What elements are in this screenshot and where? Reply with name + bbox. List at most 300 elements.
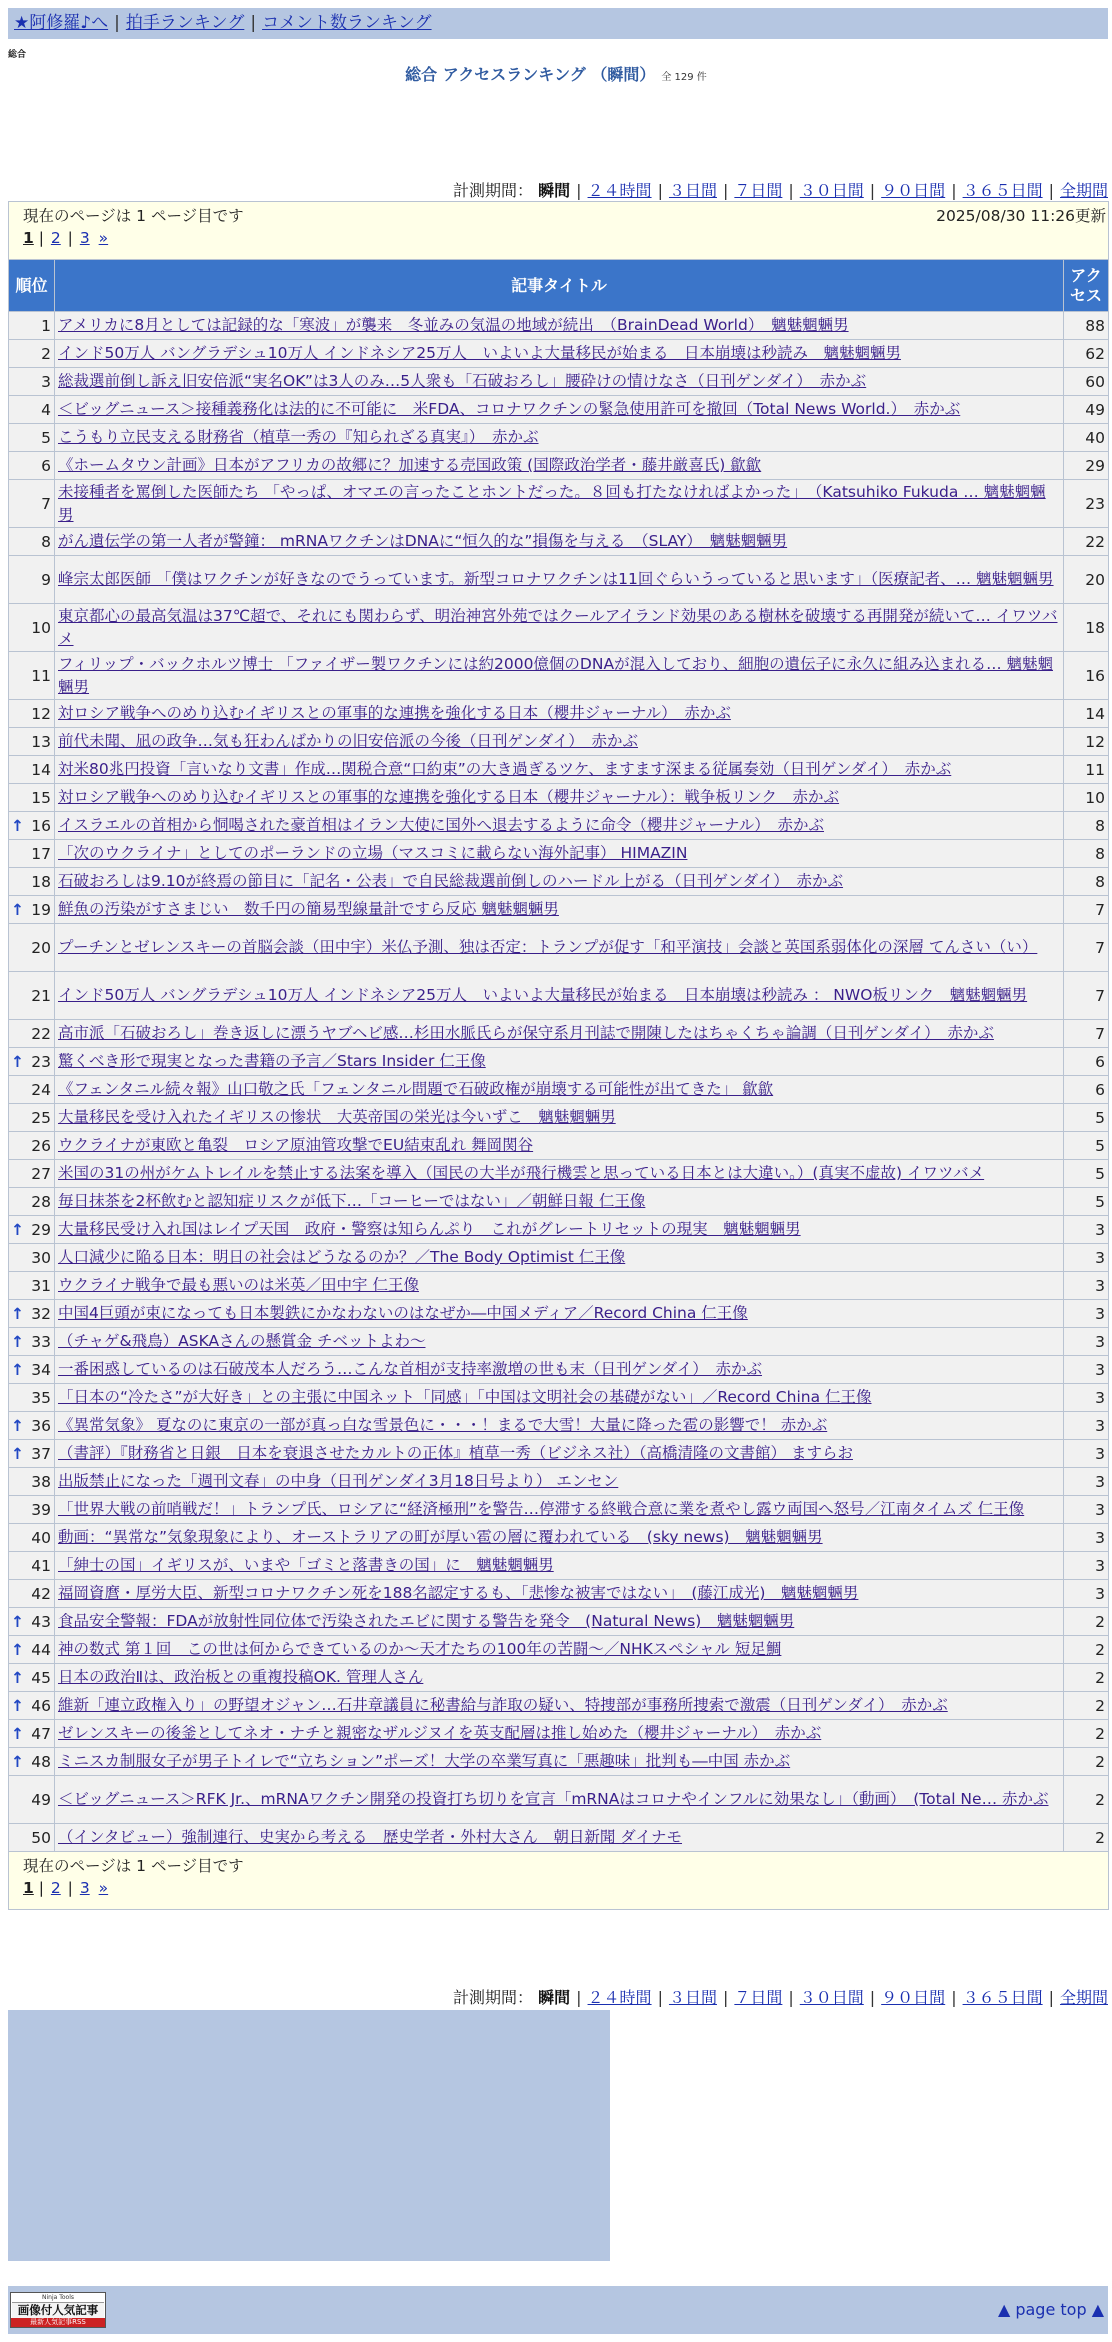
article-link[interactable]: （書評）『財務省と日銀 日本を衰退させたカルトの正体』植草一秀（ビジネス社）（高橋清隆の文書館） ますらお	[58, 1444, 853, 1462]
title-cell	[55, 896, 1064, 924]
title-cell	[55, 1188, 1064, 1216]
title-cell	[55, 652, 1064, 700]
access-count: 2	[1064, 1664, 1109, 1692]
page-link-3[interactable]: 3	[79, 229, 90, 247]
pager-bottom	[9, 1852, 1109, 1910]
rank-cell	[9, 1496, 55, 1524]
access-count: 7	[1064, 924, 1109, 972]
page-link-next[interactable]: »	[98, 229, 109, 247]
rank-number: 42	[31, 1584, 51, 1603]
rank-number: 36	[31, 1416, 51, 1435]
table-row	[9, 1748, 1109, 1776]
page-link-2[interactable]: 2	[50, 1879, 61, 1897]
title-cell	[55, 756, 1064, 784]
rank-cell	[9, 652, 55, 700]
title-cell	[55, 424, 1064, 452]
title-cell	[55, 1048, 1064, 1076]
up-arrow-icon: ↑	[11, 1220, 24, 1239]
article-link[interactable]: 対ロシア戦争へのめり込むイギリスとの軍事的な連携を強化する日本（櫻井ジャーナル） 赤かぶ	[58, 704, 731, 722]
rank-number: 19	[31, 900, 51, 919]
rank-number: 7	[41, 494, 51, 513]
access-count: 3	[1064, 1244, 1109, 1272]
rank-number: 2	[41, 344, 51, 363]
table-row	[9, 924, 1109, 972]
rank-cell	[9, 1356, 55, 1384]
access-count: 2	[1064, 1608, 1109, 1636]
rank-cell	[9, 1104, 55, 1132]
rank-number: 46	[31, 1696, 51, 1715]
rank-number: 8	[41, 532, 51, 551]
rank-cell	[9, 784, 55, 812]
title-cell	[55, 1748, 1064, 1776]
page-link-2[interactable]: 2	[50, 229, 61, 247]
title-cell	[55, 924, 1064, 972]
rank-cell	[9, 756, 55, 784]
article-link[interactable]: 《フェンタニル続々報》山口敬之氏「フェンタニル問題で石破政権が崩壊する可能性が出てきた」 歙歙	[58, 1080, 774, 1098]
rank-cell	[9, 1328, 55, 1356]
rank-cell	[9, 1552, 55, 1580]
article-link[interactable]: プーチンとゼレンスキーの首脳会談（田中宇）米仏予測、独は否定：トランプが促す「和平演技」会談と英国系弱体化の深層 てんさい（い）	[58, 938, 1038, 956]
table-row	[9, 896, 1109, 924]
title-cell	[55, 1608, 1064, 1636]
rank-cell	[9, 924, 55, 972]
rank-cell	[9, 452, 55, 480]
article-link[interactable]: 福岡資麿・厚労大臣、新型コロナワクチン死を188名認定するも、「悲惨な被害ではない」 (藤江成光) 魑魅魍魎男	[58, 1584, 859, 1602]
rank-number: 6	[41, 456, 51, 475]
article-link[interactable]: 神の数式 第１回 この世は何からできているのか～天才たちの100年の苦闘～／NHKスペシャル 短足鯛	[58, 1640, 782, 1658]
up-arrow-icon: ↑	[11, 816, 24, 835]
access-count: 2	[1064, 1748, 1109, 1776]
rank-number: 44	[31, 1640, 51, 1659]
table-row	[9, 1020, 1109, 1048]
period-option-7d[interactable]: ７日間	[734, 181, 783, 200]
access-count: 2	[1064, 1824, 1109, 1852]
table-row	[9, 1244, 1109, 1272]
rank-number: 31	[31, 1276, 51, 1295]
rank-number: 37	[31, 1444, 51, 1463]
title-cell	[55, 1552, 1064, 1580]
title-cell	[55, 1692, 1064, 1720]
period-label: 計測期間：	[453, 181, 534, 200]
table-row	[9, 1496, 1109, 1524]
rank-number: 5	[41, 428, 51, 447]
access-count: 10	[1064, 784, 1109, 812]
title-cell	[55, 1636, 1064, 1664]
table-row	[9, 652, 1109, 700]
title-cell	[55, 1664, 1064, 1692]
article-link[interactable]: 中国4巨頭が束になっても日本製鉄にかなわないのはなぜか―中国メディア／Record China 仁王像	[58, 1304, 748, 1322]
article-link[interactable]: 人口減少に陥る日本：明日の社会はどうなるのか？／The Body Optimist 仁王像	[58, 1248, 626, 1266]
logo-line-3: 最新人気記事RSS	[11, 2318, 105, 2327]
nav-link-comment-ranking[interactable]: コメント数ランキング	[262, 13, 432, 33]
title-cell	[55, 1300, 1064, 1328]
article-link[interactable]: 維新「連立政権入り」の野望オジャン…石井章議員に秘書給与詐取の疑い、特捜部が事務所捜索で激震（日刊ゲンダイ） 赤かぶ	[58, 1696, 948, 1714]
title-cell	[55, 528, 1064, 556]
table-row	[9, 784, 1109, 812]
rank-number: 29	[31, 1220, 51, 1239]
rank-cell	[9, 1636, 55, 1664]
pager-current-number: 1	[136, 1857, 147, 1875]
access-count: 2	[1064, 1720, 1109, 1748]
nav-separator: |	[250, 13, 257, 33]
title-cell	[55, 1076, 1064, 1104]
rank-number: 11	[31, 666, 51, 685]
table-row	[9, 480, 1109, 528]
up-arrow-icon: ↑	[11, 1696, 24, 1715]
updated-datetime: 2025/08/30 11:26更新	[936, 207, 1107, 225]
category-small-label: 総合	[8, 50, 27, 60]
table-row	[9, 340, 1109, 368]
page-link-3[interactable]: 3	[79, 1879, 90, 1897]
rank-cell	[9, 368, 55, 396]
access-count: 5	[1064, 1132, 1109, 1160]
pager-links: 1 | 2 | 3 »	[23, 1879, 109, 1897]
access-count: 12	[1064, 728, 1109, 756]
article-link[interactable]: がん遺伝学の第一人者が警鐘： mRNAワクチンはDNAに“恒久的な”損傷を与える （SLAY） 魑魅魍魎男	[58, 532, 788, 550]
article-link[interactable]: （チャゲ&飛鳥）ASKAさんの懸賞金 チベットよわ～	[58, 1332, 426, 1350]
title-cell	[55, 1580, 1064, 1608]
title-cell	[55, 396, 1064, 424]
article-link[interactable]: 「次のウクライナ」としてのポーランドの立場（マスコミに載らない海外記事） HIMAZIN	[58, 844, 688, 862]
title-cell	[55, 1020, 1064, 1048]
table-row	[9, 756, 1109, 784]
rank-cell	[9, 1468, 55, 1496]
rank-cell	[9, 1720, 55, 1748]
rank-cell	[9, 1384, 55, 1412]
access-count: 23	[1064, 480, 1109, 528]
table-row	[9, 1356, 1109, 1384]
period-current: 瞬間	[538, 181, 571, 200]
table-row	[9, 1608, 1109, 1636]
title-cell	[55, 1356, 1064, 1384]
table-row	[9, 1076, 1109, 1104]
article-link[interactable]: （インタビュー）強制連行、史実から考える 歴史学者・外村大さん 朝日新聞 ダイナモ	[58, 1828, 683, 1846]
header-access: アクセス	[1064, 260, 1109, 312]
title-cell	[55, 1440, 1064, 1468]
article-link[interactable]: 《異常気象》 夏なのに東京の一部が真っ白な雪景色に・・・！まるで大雪！大量に降った雹の影響で！ 赤かぶ	[58, 1416, 828, 1434]
title-cell	[55, 1160, 1064, 1188]
up-arrow-icon: ↑	[11, 1724, 24, 1743]
rank-cell	[9, 1440, 55, 1468]
rank-number: 26	[31, 1136, 51, 1155]
rank-cell	[9, 1160, 55, 1188]
access-count: 11	[1064, 756, 1109, 784]
access-count: 3	[1064, 1440, 1109, 1468]
table-row	[9, 728, 1109, 756]
table-row	[9, 1160, 1109, 1188]
pager-suffix: ページ目です	[150, 1857, 244, 1875]
access-count: 3	[1064, 1300, 1109, 1328]
rank-number: 3	[41, 372, 51, 391]
article-link[interactable]: 米国の31の州がケムトレイルを禁止する法案を導入（国民の大半が飛行機雲と思っている日本とは大違い。）(真実不虚故) イワツバメ	[58, 1164, 985, 1182]
article-link[interactable]: ゼレンスキーの後釜としてネオ・ナチと親密なザルジヌイを英支配層は推し始めた（櫻井ジャーナル） 赤かぶ	[58, 1724, 822, 1742]
up-arrow-icon: ↑	[11, 1332, 24, 1351]
rank-cell	[9, 312, 55, 340]
article-link[interactable]: こうもり立民支える財務省（植草一秀の『知られざる真実』） 赤かぶ	[58, 428, 539, 446]
page-link-next[interactable]: »	[98, 1879, 109, 1897]
title-cell	[55, 1496, 1064, 1524]
rank-number: 22	[31, 1024, 51, 1043]
table-row	[9, 604, 1109, 652]
access-count: 3	[1064, 1468, 1109, 1496]
rank-cell	[9, 1300, 55, 1328]
article-link[interactable]: 峰宗太郎医師 「僕はワクチンが好きなのでうっています。新型コロナワクチンは11回ぐらいうっていると思います」（医療記者、… 魑魅魍魎男	[58, 570, 1054, 588]
access-count: 3	[1064, 1328, 1109, 1356]
period-selector-top: 計測期間： 瞬間 | ２４時間 | ３日間 | ７日間 | ３０日間 | ９０日間 | ３６５日間 | 全期間	[453, 181, 1108, 200]
article-link[interactable]: 前代未聞、凪の政争…気も狂わんばかりの旧安倍派の今後（日刊ゲンダイ） 赤かぶ	[58, 732, 639, 750]
table-row	[9, 368, 1109, 396]
period-option-24h[interactable]: ２４時間	[587, 1988, 652, 2007]
rank-number: 27	[31, 1164, 51, 1183]
article-link[interactable]: アメリカに8月としては記録的な「寒波」が襲来 冬並みの気温の地域が続出 （BrainDead World） 魑魅魍魎男	[58, 316, 849, 334]
title-cell	[55, 1468, 1064, 1496]
access-count: 40	[1064, 424, 1109, 452]
article-link[interactable]: 毎日抹茶を2杯飲むと認知症リスクが低下…「コーヒーではない」／朝鮮日報 仁王像	[58, 1192, 646, 1210]
logo-line-1: Ninja Tools	[42, 2294, 74, 2301]
rank-number: 38	[31, 1472, 51, 1491]
title-cell	[55, 340, 1064, 368]
period-current: 瞬間	[538, 1988, 571, 2007]
rank-number: 49	[31, 1790, 51, 1809]
article-link[interactable]: 《ホームタウン計画》日本がアフリカの故郷に？加速する売国政策 (国際政治学者・藤井厳喜氏) 歙歙	[58, 456, 762, 474]
table-row	[9, 312, 1109, 340]
article-link[interactable]: インド50万人 バングラデシュ10万人 インドネシア25万人 いよいよ大量移民が始まる 日本崩壊は秒読み ： NWO板リンク 魑魅魍魎男	[58, 986, 1028, 1004]
article-link[interactable]: 鮮魚の汚染がすさまじい 数千円の簡易型線量計ですら反応 魑魅魍魎男	[58, 900, 559, 918]
title-cell	[55, 1104, 1064, 1132]
rank-number: 15	[31, 788, 51, 807]
pager-top	[9, 202, 1109, 260]
rank-number: 1	[41, 316, 51, 335]
rank-cell	[9, 1608, 55, 1636]
table-row	[9, 1552, 1109, 1580]
table-row	[9, 840, 1109, 868]
title-cell	[55, 480, 1064, 528]
period-option-3d[interactable]: ３日間	[668, 1988, 717, 2007]
article-link[interactable]: 大量移民を受け入れたイギリスの惨状 大英帝国の栄光は今いずこ 魑魅魍魎男	[58, 1108, 616, 1126]
article-link[interactable]: 驚くべき形で現実となった書籍の予言／Stars Insider 仁王像	[58, 1052, 486, 1070]
nav-link-asyura[interactable]: ★阿修羅♪へ	[14, 13, 109, 33]
rank-cell	[9, 1692, 55, 1720]
access-count: 3	[1064, 1216, 1109, 1244]
article-link[interactable]: 食品安全警報：FDAが放射性同位体で汚染されたエビに関する警告を発令 (Natural News) 魑魅魍魎男	[58, 1612, 795, 1630]
rank-cell	[9, 700, 55, 728]
access-count: 20	[1064, 556, 1109, 604]
title-cell	[55, 1216, 1064, 1244]
period-option-7d[interactable]: ７日間	[734, 1988, 783, 2007]
article-link[interactable]: 東京都心の最高気温は37℃超で、それにも関わらず、明治神宮外苑ではクールアイランド効果のある樹林を破壊する再開発が続いて… イワツバメ	[58, 606, 1058, 648]
rank-number: 20	[31, 938, 51, 957]
top-nav	[8, 8, 1108, 39]
access-count: 5	[1064, 1104, 1109, 1132]
title-cell	[55, 452, 1064, 480]
access-count: 3	[1064, 1580, 1109, 1608]
table-row	[9, 1824, 1109, 1852]
title-cell	[55, 1524, 1064, 1552]
article-link[interactable]: 総裁選前倒し訴え旧安倍派“実名OK”は3人のみ…5人衆も「石破おろし」腰砕けの情けなさ（日刊ゲンダイ） 赤かぶ	[58, 372, 867, 390]
article-link[interactable]: 「世界大戦の前哨戦だ！」トランプ氏、ロシアに“経済極刑”を警告…停滞する終戦合意に業を煮やし露ウ両国へ怒号／江南タイムズ 仁王像	[58, 1500, 1025, 1518]
rank-number: 9	[41, 570, 51, 589]
title-cell	[55, 1132, 1064, 1160]
rank-cell	[9, 1824, 55, 1852]
access-count: 3	[1064, 1524, 1109, 1552]
rank-cell	[9, 1776, 55, 1824]
article-link[interactable]: ＜ビッグニュース＞接種義務化は法的に不可能に 米FDA、コロナワクチンの緊急使用許可を撤回（Total News World.） 赤かぶ	[58, 400, 961, 418]
rank-number: 17	[31, 844, 51, 863]
access-count: 8	[1064, 868, 1109, 896]
access-count: 7	[1064, 896, 1109, 924]
rank-cell	[9, 480, 55, 528]
article-link[interactable]: 「紳士の国」イギリスが、いまや「ゴミと落書きの国」に 魑魅魍魎男	[58, 1556, 554, 1574]
article-link[interactable]: 動画：“異常な”気象現象により、オーストラリアの町が厚い雹の層に覆われている (sky news) 魑魅魍魎男	[58, 1528, 823, 1546]
article-link[interactable]: インド50万人 バングラデシュ10万人 インドネシア25万人 いよいよ大量移民が始まる 日本崩壊は秒読み 魑魅魍魎男	[58, 344, 901, 362]
access-count: 8	[1064, 840, 1109, 868]
title-cell	[55, 368, 1064, 396]
rank-cell	[9, 1580, 55, 1608]
rank-cell	[9, 812, 55, 840]
table-row	[9, 1580, 1109, 1608]
table-row	[9, 1524, 1109, 1552]
period-option-90d[interactable]: ９０日間	[881, 1988, 946, 2007]
article-link[interactable]: 大量移民受け入れ国はレイプ天国 政府・警察は知らんぷり これがグレートリセットの現実 魑魅魍魎男	[58, 1220, 801, 1238]
title-cell	[55, 556, 1064, 604]
access-count: 5	[1064, 1160, 1109, 1188]
title-cell	[55, 812, 1064, 840]
access-count: 6	[1064, 1048, 1109, 1076]
page-top-link[interactable]: ▲ page top ▲	[997, 2300, 1104, 2319]
period-option-30d[interactable]: ３０日間	[799, 1988, 864, 2007]
period-option-24h[interactable]: ２４時間	[587, 181, 652, 200]
access-count: 2	[1064, 1692, 1109, 1720]
table-row	[9, 1664, 1109, 1692]
rank-cell	[9, 1664, 55, 1692]
nav-link-applause-ranking[interactable]: 拍手ランキング	[125, 13, 245, 33]
title-cell	[55, 1384, 1064, 1412]
up-arrow-icon: ↑	[11, 1444, 24, 1463]
period-option-3d[interactable]: ３日間	[668, 181, 717, 200]
table-row	[9, 1692, 1109, 1720]
title-cell	[55, 604, 1064, 652]
rank-number: 30	[31, 1248, 51, 1267]
rank-number: 25	[31, 1108, 51, 1127]
article-link[interactable]: イスラエルの首相から恫喝された豪首相はイラン大使に国外へ退去するように命令（櫻井ジャーナル） 赤かぶ	[58, 816, 825, 834]
title-cell	[55, 312, 1064, 340]
access-count: 18	[1064, 604, 1109, 652]
access-count: 7	[1064, 1020, 1109, 1048]
title-cell	[55, 728, 1064, 756]
up-arrow-icon: ↑	[11, 1612, 24, 1631]
table-row	[9, 1104, 1109, 1132]
rank-cell	[9, 840, 55, 868]
access-count: 60	[1064, 368, 1109, 396]
period-option-all[interactable]: 全期間	[1059, 1988, 1108, 2007]
article-link[interactable]: 対米80兆円投資「言いなり文書」作成…関税合意“口約束”の大き過ぎるツケ、ますます深まる従属奏効（日刊ゲンダイ） 赤かぶ	[58, 760, 952, 778]
access-count: 8	[1064, 812, 1109, 840]
article-link[interactable]: ウクライナが東欧と亀裂 ロシア原油管攻撃でEU結束乱れ 舞岡関谷	[58, 1136, 534, 1154]
access-count: 88	[1064, 312, 1109, 340]
period-option-90d[interactable]: ９０日間	[881, 181, 946, 200]
period-option-30d[interactable]: ３０日間	[799, 181, 864, 200]
access-count: 14	[1064, 700, 1109, 728]
period-option-365d[interactable]: ３６５日間	[962, 1988, 1043, 2007]
period-option-all[interactable]: 全期間	[1059, 181, 1108, 200]
table-row	[9, 1300, 1109, 1328]
up-arrow-icon: ↑	[11, 1640, 24, 1659]
title-cell	[55, 1720, 1064, 1748]
article-link[interactable]: 未接種者を罵倒した医師たち 「やっぱ、オマエの言ったことホントだった。８回も打たなければよかった」 （Katsuhiko Fukuda … 魑魅魍魎男	[58, 482, 1046, 524]
period-option-365d[interactable]: ３６５日間	[962, 181, 1043, 200]
article-link[interactable]: 「日本の“冷たさ”が大好き」との主張に中国ネット「同感」「中国は文明社会の基礎がない」／Record China 仁王像	[58, 1388, 872, 1406]
title-cell	[55, 784, 1064, 812]
rank-cell	[9, 424, 55, 452]
table-row	[9, 1272, 1109, 1300]
rank-number: 35	[31, 1388, 51, 1407]
rank-number: 4	[41, 400, 51, 419]
access-count: 16	[1064, 652, 1109, 700]
table-row	[9, 972, 1109, 1020]
rank-cell	[9, 396, 55, 424]
article-link[interactable]: 一番困惑しているのは石破茂本人だろう…こんな首相が支持率激増の世も末（日刊ゲンダイ） 赤かぶ	[58, 1360, 763, 1378]
rank-cell	[9, 1076, 55, 1104]
pager-links: 1 | 2 | 3 »	[23, 229, 109, 247]
page-title-main: 総合 アクセスランキング （瞬間）	[405, 65, 656, 84]
access-count: 22	[1064, 528, 1109, 556]
ninja-tools-logo[interactable]	[10, 2292, 106, 2328]
title-cell	[55, 868, 1064, 896]
up-arrow-icon: ↑	[11, 900, 24, 919]
title-cell	[55, 1824, 1064, 1852]
table-row	[9, 556, 1109, 604]
rank-number: 34	[31, 1360, 51, 1379]
article-link[interactable]: 出版禁止になった「週刊文春」の中身（日刊ゲンダイ3月18日号より） エンセン	[58, 1472, 619, 1490]
table-row	[9, 1412, 1109, 1440]
access-count: 2	[1064, 1776, 1109, 1824]
bottom-bar	[8, 2286, 1108, 2334]
up-arrow-icon: ↑	[11, 1416, 24, 1435]
table-row	[9, 1720, 1109, 1748]
rank-cell	[9, 1020, 55, 1048]
access-count: 3	[1064, 1356, 1109, 1384]
title-cell	[55, 1328, 1064, 1356]
rank-number: 45	[31, 1668, 51, 1687]
article-link[interactable]: ＜ビッグニュース＞RFK Jr.、mRNAワクチン開発の投資打ち切りを宣言「mRNAはコロナやインフルに効果なし」（動画） (Total Ne… 赤かぶ	[58, 1790, 1049, 1808]
rank-number: 16	[31, 816, 51, 835]
access-count: 2	[1064, 1636, 1109, 1664]
article-link[interactable]: 日本の政治Ⅱは、政治板との重複投稿OK. 管理人さん	[58, 1668, 424, 1686]
pager-current-number: 1	[136, 207, 147, 225]
article-link[interactable]: 石破おろしは9.10が終焉の節目に「記名・公表」で自民総裁選前倒しのハードル上がる（日刊ゲンダイ） 赤かぶ	[58, 872, 844, 890]
article-link[interactable]: 高市派「石破おろし」巻き返しに漂うヤブヘビ感…杉田水脈氏らが保守系月刊誌で開陳したはちゃくちゃ論調（日刊ゲンダイ） 赤かぶ	[58, 1024, 994, 1042]
table-row	[9, 1048, 1109, 1076]
table-row	[9, 1132, 1109, 1160]
article-link[interactable]: ミニスカ制服女子が男子トイレで“立ちション”ポーズ！大学の卒業写真に「悪趣味」批判も―中国 赤かぶ	[58, 1752, 791, 1770]
rank-cell	[9, 1188, 55, 1216]
article-link[interactable]: フィリップ・バックホルツ博士 「ファイザー製ワクチンには約2000億個のDNAが混入しており、細胞の遺伝子に永久に組み込まれる… 魑魅魍魎男	[58, 654, 1053, 696]
pager-prefix: 現在のページは	[23, 1857, 132, 1875]
table-row	[9, 1468, 1109, 1496]
article-link[interactable]: ウクライナ戦争で最も悪いのは米英／田中宇 仁王像	[58, 1276, 419, 1294]
rank-number: 18	[31, 872, 51, 891]
rank-cell	[9, 1272, 55, 1300]
rank-number: 23	[31, 1052, 51, 1071]
rank-cell	[9, 1524, 55, 1552]
page-title	[0, 62, 1112, 85]
title-cell	[55, 700, 1064, 728]
rank-number: 28	[31, 1192, 51, 1211]
article-link[interactable]: 対ロシア戦争へのめり込むイギリスとの軍事的な連携を強化する日本（櫻井ジャーナル）：戦争板リンク 赤かぶ	[58, 788, 840, 806]
table-row	[9, 812, 1109, 840]
rank-number: 10	[31, 618, 51, 637]
rank-cell	[9, 728, 55, 756]
